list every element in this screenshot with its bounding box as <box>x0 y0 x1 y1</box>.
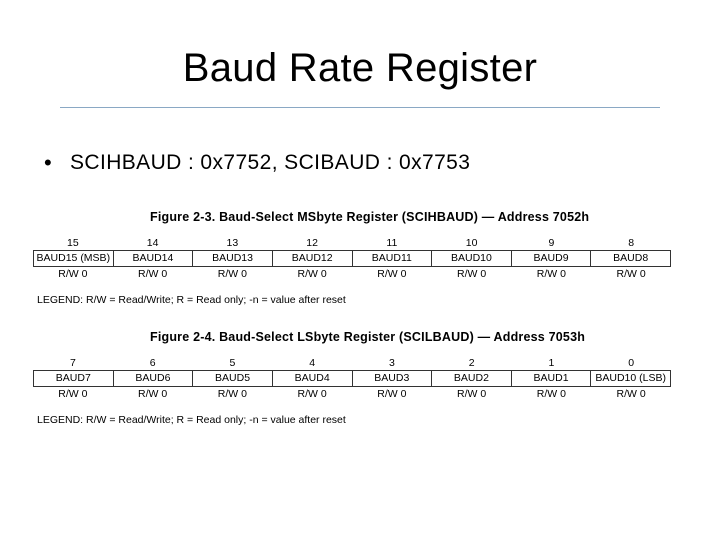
bit-name-cell: BAUD12 <box>272 251 352 266</box>
access-value: R/W 0 <box>457 268 487 280</box>
bit-number: 7 <box>69 357 76 369</box>
figure-caption-msbyte: Figure 2-3. Baud-Select MSbyte Register (SCIHBAUD) — Address 7052h <box>150 210 590 224</box>
bit-name-cell: BAUD3 <box>352 371 432 386</box>
bit-name-cell: BAUD5 <box>192 371 272 386</box>
access-value: R/W 0 <box>377 268 407 280</box>
bit-name-cell: BAUD6 <box>113 371 193 386</box>
bit-name-cell: BAUD10 <box>431 251 511 266</box>
bit-number: 8 <box>628 237 635 249</box>
bit-number: 0 <box>628 357 635 369</box>
access-value: R/W 0 <box>138 388 168 400</box>
access-value: R/W 0 <box>536 388 566 400</box>
bit-name-cell: BAUD10 (LSB) <box>590 371 670 386</box>
bit-name-cell: BAUD9 <box>511 251 591 266</box>
access-value: R/W 0 <box>457 388 487 400</box>
access-value: R/W 0 <box>138 268 168 280</box>
access-value: R/W 0 <box>616 388 646 400</box>
bit-number: 13 <box>226 237 239 249</box>
bit-name-cell: BAUD8 <box>590 251 670 266</box>
access-value: R/W 0 <box>58 268 88 280</box>
access-row <box>33 387 671 401</box>
bit-number: 5 <box>229 357 236 369</box>
register-lsbyte <box>33 356 671 401</box>
bit-name-cell: BAUD7 <box>55 372 91 384</box>
access-value: R/W 0 <box>616 268 646 280</box>
bit-number: 10 <box>465 237 478 249</box>
bit-number: 12 <box>306 237 318 249</box>
bit-name-cell: BAUD14 <box>113 251 193 266</box>
bit-number: 1 <box>548 357 555 369</box>
title-divider <box>60 107 660 108</box>
bit-number: 14 <box>146 237 159 249</box>
bit-number: 3 <box>388 357 395 369</box>
bit-name-cell: BAUD4 <box>272 371 352 386</box>
access-value: R/W 0 <box>217 388 247 400</box>
access-value: R/W 0 <box>217 268 247 280</box>
access-value: R/W 0 <box>536 268 566 280</box>
register-legend: LEGEND: R/W = Read/Write; R = Read only; -n = value after reset <box>37 414 346 426</box>
bit-name-cell: BAUD15 (MSB) <box>36 252 111 264</box>
access-value: R/W 0 <box>297 268 327 280</box>
bit-numbers-row <box>33 236 671 250</box>
bit-name-cell: BAUD1 <box>511 371 591 386</box>
bit-names-row <box>33 250 671 267</box>
bit-number: 2 <box>468 357 475 369</box>
bullet-item <box>44 148 470 178</box>
bit-names-row <box>33 370 671 387</box>
bit-number: 6 <box>149 357 156 369</box>
access-row <box>33 267 671 281</box>
bit-name-cell: BAUD2 <box>431 371 511 386</box>
bullet-icon: • <box>44 150 53 175</box>
bit-number: 15 <box>67 237 79 249</box>
bullet-text: SCIHBAUD : 0x7752, SCIBAUD : 0x7753 <box>70 151 471 174</box>
bit-number: 11 <box>386 237 398 249</box>
register-msbyte <box>33 236 671 281</box>
bit-number: 4 <box>309 357 316 369</box>
access-value: R/W 0 <box>297 388 327 400</box>
register-legend: LEGEND: R/W = Read/Write; R = Read only; -n = value after reset <box>37 294 346 306</box>
bit-number: 9 <box>548 237 555 249</box>
figure-caption-lsbyte: Figure 2-4. Baud-Select LSbyte Register (SCILBAUD) — Address 7053h <box>150 330 586 344</box>
bit-numbers-row <box>33 356 671 370</box>
slide-title: Baud Rate Register <box>182 46 538 90</box>
access-value: R/W 0 <box>377 388 407 400</box>
bit-name-cell: BAUD13 <box>192 251 272 266</box>
access-value: R/W 0 <box>58 388 88 400</box>
bit-name-cell: BAUD11 <box>352 251 432 266</box>
